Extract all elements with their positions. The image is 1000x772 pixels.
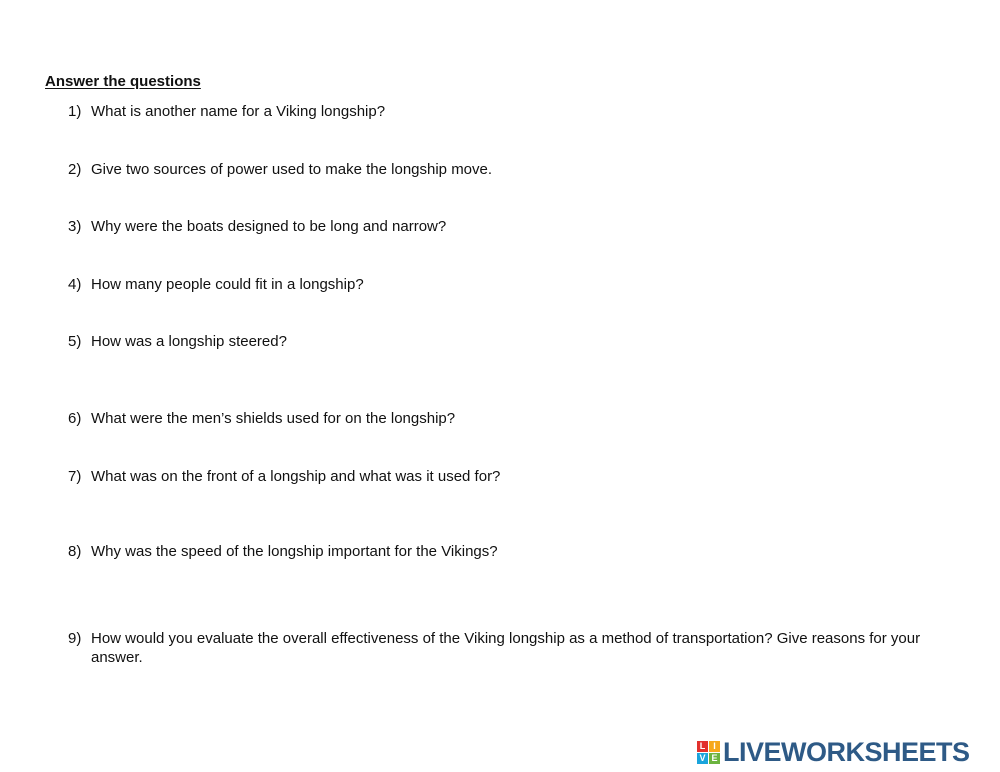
logo-icon <box>697 741 720 764</box>
logo-icon-letter: V <box>697 753 708 764</box>
question-2 <box>68 160 948 179</box>
question-text: What was on the front of a longship and what was it used for? <box>91 468 501 485</box>
question-1 <box>68 102 948 121</box>
question-3 <box>68 217 948 236</box>
question-text: What is another name for a Viking longship? <box>91 103 386 120</box>
question-number: 5) <box>68 333 82 350</box>
logo-icon-letter: I <box>709 741 720 752</box>
question-text: How was a longship steered? <box>91 333 287 350</box>
question-text: Why were the boats designed to be long and narrow? <box>91 218 447 235</box>
question-text: Give two sources of power used to make the longship move. <box>91 161 493 178</box>
question-9 <box>68 629 948 667</box>
question-number: 6) <box>68 410 82 427</box>
question-text: How would you evaluate the overall effectiveness of the Viking longship as a method of transportation? Give reasons for your answer. <box>91 630 921 666</box>
question-text: Why was the speed of the longship important for the Vikings? <box>91 543 498 560</box>
question-number: 9) <box>68 630 82 647</box>
question-7 <box>68 467 948 486</box>
liveworksheets-logo <box>697 737 970 767</box>
question-number: 1) <box>68 103 82 120</box>
question-number: 7) <box>68 468 82 485</box>
logo-icon-letter: L <box>697 741 708 752</box>
question-number: 2) <box>68 161 82 178</box>
logo-text: LIVEWORKSHEETS <box>723 736 970 767</box>
question-8 <box>68 542 948 561</box>
question-number: 3) <box>68 218 82 235</box>
question-5 <box>68 332 948 351</box>
question-text: What were the men’s shields used for on the longship? <box>91 410 456 427</box>
page-heading: Answer the questions <box>45 73 201 90</box>
question-number: 8) <box>68 543 82 560</box>
question-text: How many people could fit in a longship? <box>91 276 364 293</box>
question-number: 4) <box>68 276 82 293</box>
question-6 <box>68 409 948 428</box>
question-4 <box>68 275 948 294</box>
logo-icon-letter: E <box>709 753 720 764</box>
